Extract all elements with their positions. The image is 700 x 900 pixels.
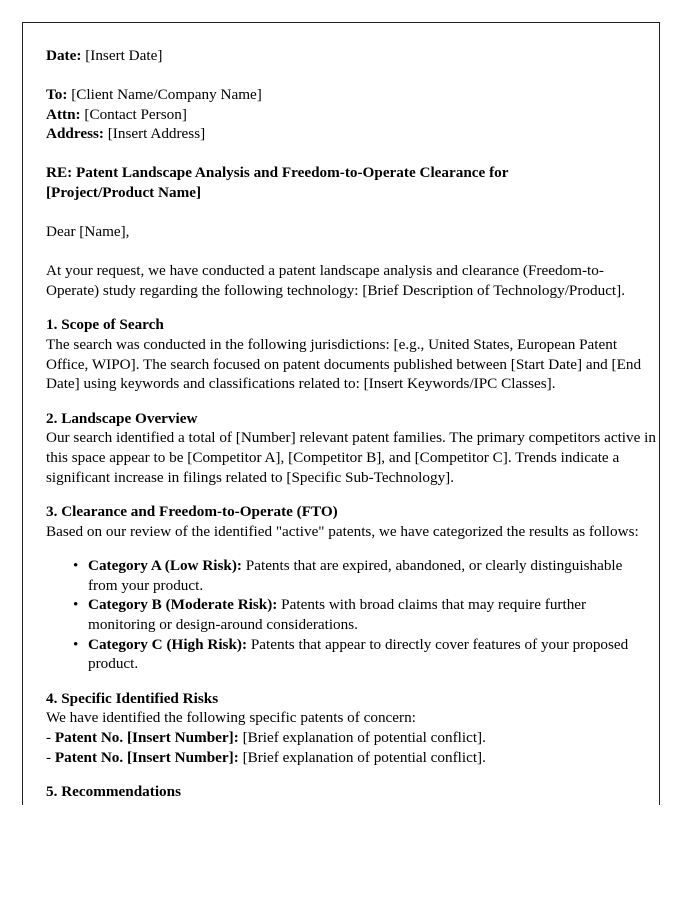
risk-label: Patent No. [Insert Number]: [54, 748, 239, 766]
spacer [46, 66, 646, 86]
section-body-clearance: Based on our review of the identified "active" patents, we have categorized the results as follows: [46, 522, 639, 540]
date-value: [Insert Date] [85, 47, 163, 64]
list-item [73, 595, 646, 634]
address-label: Address: [46, 125, 104, 143]
intro-paragraph: At your request, we have conducted a patent landscape analysis and clearance (Freedom-to-Operate) study regarding the following technology: [Brief Description of Technology/Product]. [46, 262, 626, 299]
risk-text: [Brief explanation of potential conflict]. [238, 748, 486, 766]
spacer [46, 203, 646, 223]
spacer [46, 674, 646, 689]
to-value: [Client Name/Company Name] [71, 86, 262, 104]
bullet-icon: • [73, 635, 79, 653]
salutation: Dear [Name], [46, 223, 130, 241]
section-heading-scope: 1. Scope of Search [46, 316, 164, 334]
date-label: Date: [46, 47, 82, 64]
spacer [46, 300, 646, 315]
section-heading-clearance: 3. Clearance and Freedom-to-Operate (FTO) [46, 503, 338, 521]
attn-value: [Contact Person] [84, 105, 187, 123]
subject-line: RE: Patent Landscape Analysis and Freedom-to-Operate Clearance for [Project/Product Name] [46, 164, 509, 201]
category-label: Category B (Moderate Risk): [88, 596, 278, 614]
list-item [73, 556, 646, 595]
section-body-risks: We have identified the following specific patents of concern: [46, 709, 416, 727]
attn-line [46, 105, 646, 125]
spacer [46, 487, 646, 502]
risk-item [46, 748, 646, 768]
risk-category-list [46, 556, 646, 674]
risk-label: Patent No. [Insert Number]: [54, 729, 239, 747]
address-value: [Insert Address] [107, 125, 206, 143]
category-label: Category C (High Risk): [88, 635, 248, 653]
section-heading-recommendations: 5. Recommendations [46, 783, 181, 801]
section-heading-risks: 4. Specific Identified Risks [46, 689, 219, 707]
spacer [46, 394, 646, 409]
section-body-scope: The search was conducted in the following jurisdictions: [e.g., United States, European Patent Office, WIPO]. The search focused on patent documents published between [Start Date] and [End Date] using keywords and classifications related to: [Insert Keywords/IPC Classes]. [46, 335, 642, 393]
bullet-icon: • [73, 557, 79, 575]
attn-label: Attn: [46, 105, 81, 123]
address-line [46, 124, 646, 144]
to-label: To: [46, 86, 68, 104]
category-label: Category A (Low Risk): [88, 557, 242, 575]
category-text: Patents with broad claims that may require further monitoring or design-around considerations. [88, 596, 587, 634]
list-item [73, 635, 646, 674]
spacer [46, 541, 646, 556]
risk-text: [Brief explanation of potential conflict]. [238, 729, 486, 747]
spacer [46, 242, 646, 262]
category-text: Patents that appear to directly cover features of your proposed product. [88, 635, 629, 673]
risk-item [46, 728, 646, 748]
bullet-icon: • [73, 596, 79, 614]
risk-prefix: - [46, 748, 55, 766]
document-body [46, 46, 656, 802]
section-heading-landscape: 2. Landscape Overview [46, 409, 198, 427]
category-text: Patents that are expired, abandoned, or clearly distinguishable from your product. [88, 557, 623, 594]
spacer [46, 767, 646, 782]
section-body-landscape: Our search identified a total of [Number] relevant patent families. The primary competitors active in this space appear to be [Competitor A], [Competitor B], and [Competitor C]. Trends indicate a significant increase in filings related to [Specific Sub-Technology]. [46, 429, 656, 486]
spacer [46, 144, 646, 164]
date-line [46, 46, 646, 66]
to-line [46, 85, 646, 105]
risk-prefix: - [46, 729, 55, 747]
